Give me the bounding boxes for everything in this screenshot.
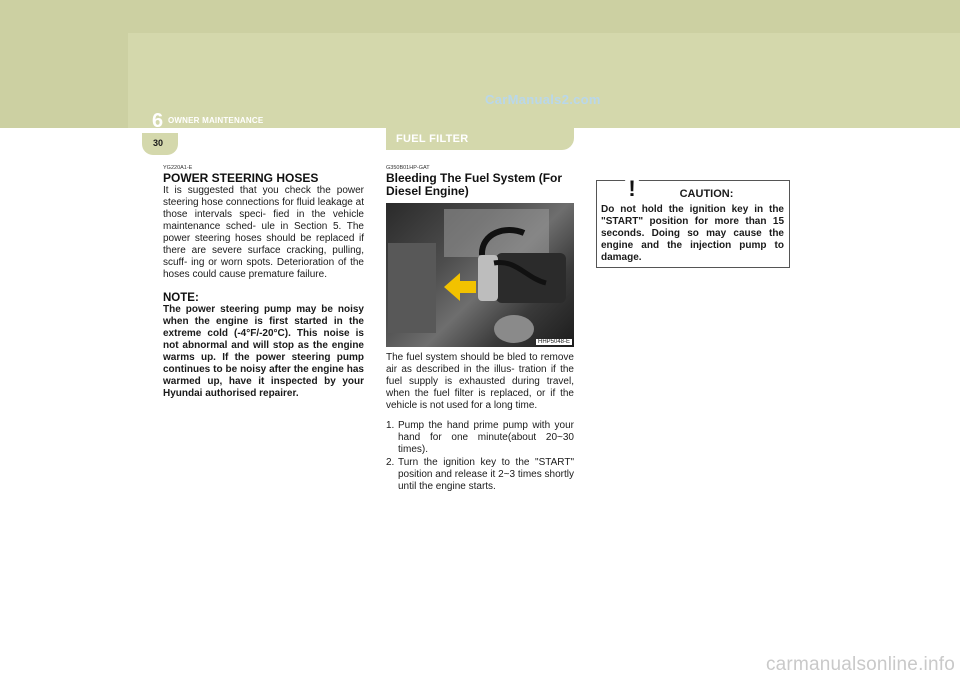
section-heading: Bleeding The Fuel System (For Diesel Engine) (386, 171, 563, 198)
page-number: 30 (153, 138, 164, 148)
warning-triangle-icon (612, 169, 652, 203)
step-number: 2. (386, 457, 395, 468)
steps-list (386, 420, 574, 493)
image-caption: HHP5048-E (537, 339, 570, 345)
engine-bay-illustration (386, 203, 574, 347)
caution-title: CAUTION: (679, 188, 734, 200)
step-text: Pump the hand prime pump with your hand for one minute(about 20~30 times). (398, 420, 574, 455)
section-title: FUEL FILTER (396, 133, 469, 145)
caution-box (596, 176, 790, 268)
section-code: YG220A1-E (163, 165, 193, 171)
section-code: G350B01HP-GAT (386, 165, 430, 171)
list-item (386, 420, 574, 456)
note-body: The power steering pump may be noisy when the engine is first started in the extreme cold (-4°F/-20°C). This noise is not abnormal and will stop as the engine warms up. If the power steering pump continues to be noisy after the engine has warmed up, have it inspected by your Hyundai authorised repairer. (163, 304, 364, 399)
arrow-icon (444, 273, 476, 301)
section-heading: POWER STEERING HOSES (163, 171, 319, 185)
footer-watermark[interactable]: carmanualsonline.info (765, 654, 955, 675)
section-body: The fuel system should be bled to remove air as described in the illus- tration if the fuel supply is exhausted during travel, when the fuel filter is replaced, or if the vehicle is not used for a long time. (386, 352, 574, 411)
chapter-title: OWNER MAINTENANCE (168, 116, 264, 125)
left-column (163, 165, 364, 400)
middle-column (386, 165, 574, 494)
step-text: Turn the ignition key to the "START" position and release it 2~3 times shortly until the engine starts. (398, 457, 574, 492)
caution-text: Do not hold the ignition key in the "START" position for more than 15 seconds. Doing so may cause the engine and the injection pump to damage. (601, 204, 784, 263)
list-item (386, 457, 574, 493)
note-heading: NOTE: (163, 292, 199, 304)
svg-text:!: ! (628, 176, 636, 201)
engine-bay-photo (386, 203, 574, 347)
chapter-number: 6 (152, 110, 164, 132)
watermark-link[interactable]: CarManuals2.com (485, 92, 601, 107)
section-body: It is suggested that you check the power steering hose connections for fluid leakage at those intervals speci- fied in the vehicle maintenance sched- ule in Section 5. The power steering hoses should be replaced if there are severe surface cracking, pulling, scuff- ing or worn spots. Deterioration of the hoses could cause premature failure. (163, 185, 364, 280)
step-number: 1. (386, 420, 395, 431)
